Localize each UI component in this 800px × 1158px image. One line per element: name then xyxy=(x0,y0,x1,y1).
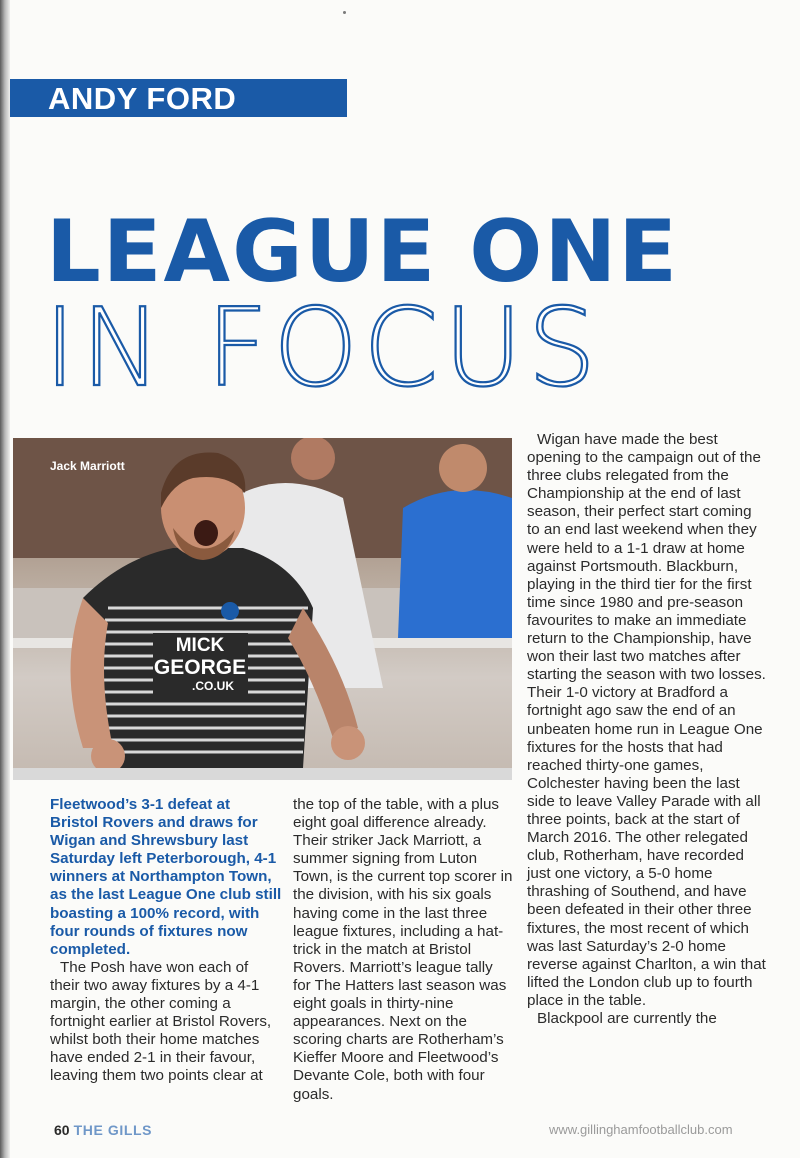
page-number: 60 xyxy=(54,1122,70,1138)
headline-line-2: IN FOCUS xyxy=(44,286,602,411)
magazine-name: THE GILLS xyxy=(73,1122,153,1138)
player-right-fist xyxy=(331,726,365,760)
fan-blue-shirt xyxy=(398,490,512,638)
article-column-2 xyxy=(293,796,513,1104)
photo-caption: Jack Marriott xyxy=(50,459,125,473)
byline-author: ANDY FORD xyxy=(48,81,237,116)
scan-speck xyxy=(343,11,346,14)
article-paragraph-3: Blackpool are currently the xyxy=(537,1010,717,1027)
photo-bottom-edge xyxy=(13,768,512,780)
player-photo xyxy=(13,438,512,780)
page-binding-shadow xyxy=(0,0,10,1158)
player-left-fist xyxy=(91,739,125,773)
fan-blue-head xyxy=(439,444,487,492)
article-paragraph-1-continued: the top of the table, with a plus eight goal difference already. Their striker Jack Marriott, a summer signing from Luton Town, is the current top scorer in the division, with his six goals having come in the last three league fixtures, including a hat-trick in the match at Bristol Rovers. Marriott’s league tally for The Hatters last season was eight goals in thirty-nine appearances. Next on the scoring charts are Rotherham’s Kieffer Moore and Fleetwood’s Devante Cole, both with four goals. xyxy=(293,796,513,1103)
article-paragraph-1: The Posh have won each of their two away fixtures by a 4-1 margin, the other coming a fortnight earlier at Bristol Rovers, whilst both their home matches have ended 2-1 in their favour, leaving them two points clear at xyxy=(50,958,272,1085)
sponsor-line-2: GEORGE xyxy=(153,656,247,679)
sponsor-line-3: .CO.UK xyxy=(192,679,234,693)
article-column-1 xyxy=(50,796,282,1086)
club-crest xyxy=(221,602,239,620)
player-photo-illustration xyxy=(13,438,512,780)
article-paragraph-2: Wigan have made the best opening to the campaign out of the three clubs relegated from the Championship at the end of last season, their perfect start coming to an end last weekend when they were held to a 1-1 draw at home against Portsmouth. Blackburn, playing in the third tier for the first time since 1980 and pre-season favourites to make an immediate return to the Championship, have won their last two matches after starting the season with two losses. Their 1-0 victory at Bradford a fortnight ago saw the end of an unbeaten home run in League One fixtures for the hosts that had reached thirty-one games, Colchester having been the last side to leave Valley Parade with all three points, back at the start of March 2016. The other relegated club, Rotherham, have recorded just one victory, a 5-0 home thrashing of Southend, and have been defeated in their other three fixtures, the most recent of which was last Saturday’s 2-0 home reverse against Charlton, a win that lifted the London club up to fourth place in the table. xyxy=(527,431,766,1009)
sponsor-line-1: MICK xyxy=(175,635,225,656)
article-column-3 xyxy=(527,431,767,1028)
article-intro: Fleetwood’s 3-1 defeat at Bristol Rovers and draws for Wigan and Shrewsbury last Saturday left Peterborough, 4-1 winners at Northampton Town, as the last League One club still boasting a 100% record, with four rounds of fixtures now completed. xyxy=(50,796,282,958)
club-website: www.gillinghamfootballclub.com xyxy=(549,1122,733,1137)
player-mouth xyxy=(194,520,218,546)
page-folio xyxy=(54,1122,152,1138)
fan-head xyxy=(291,438,335,480)
headline-line-1: LEAGUE ONE xyxy=(46,202,680,302)
